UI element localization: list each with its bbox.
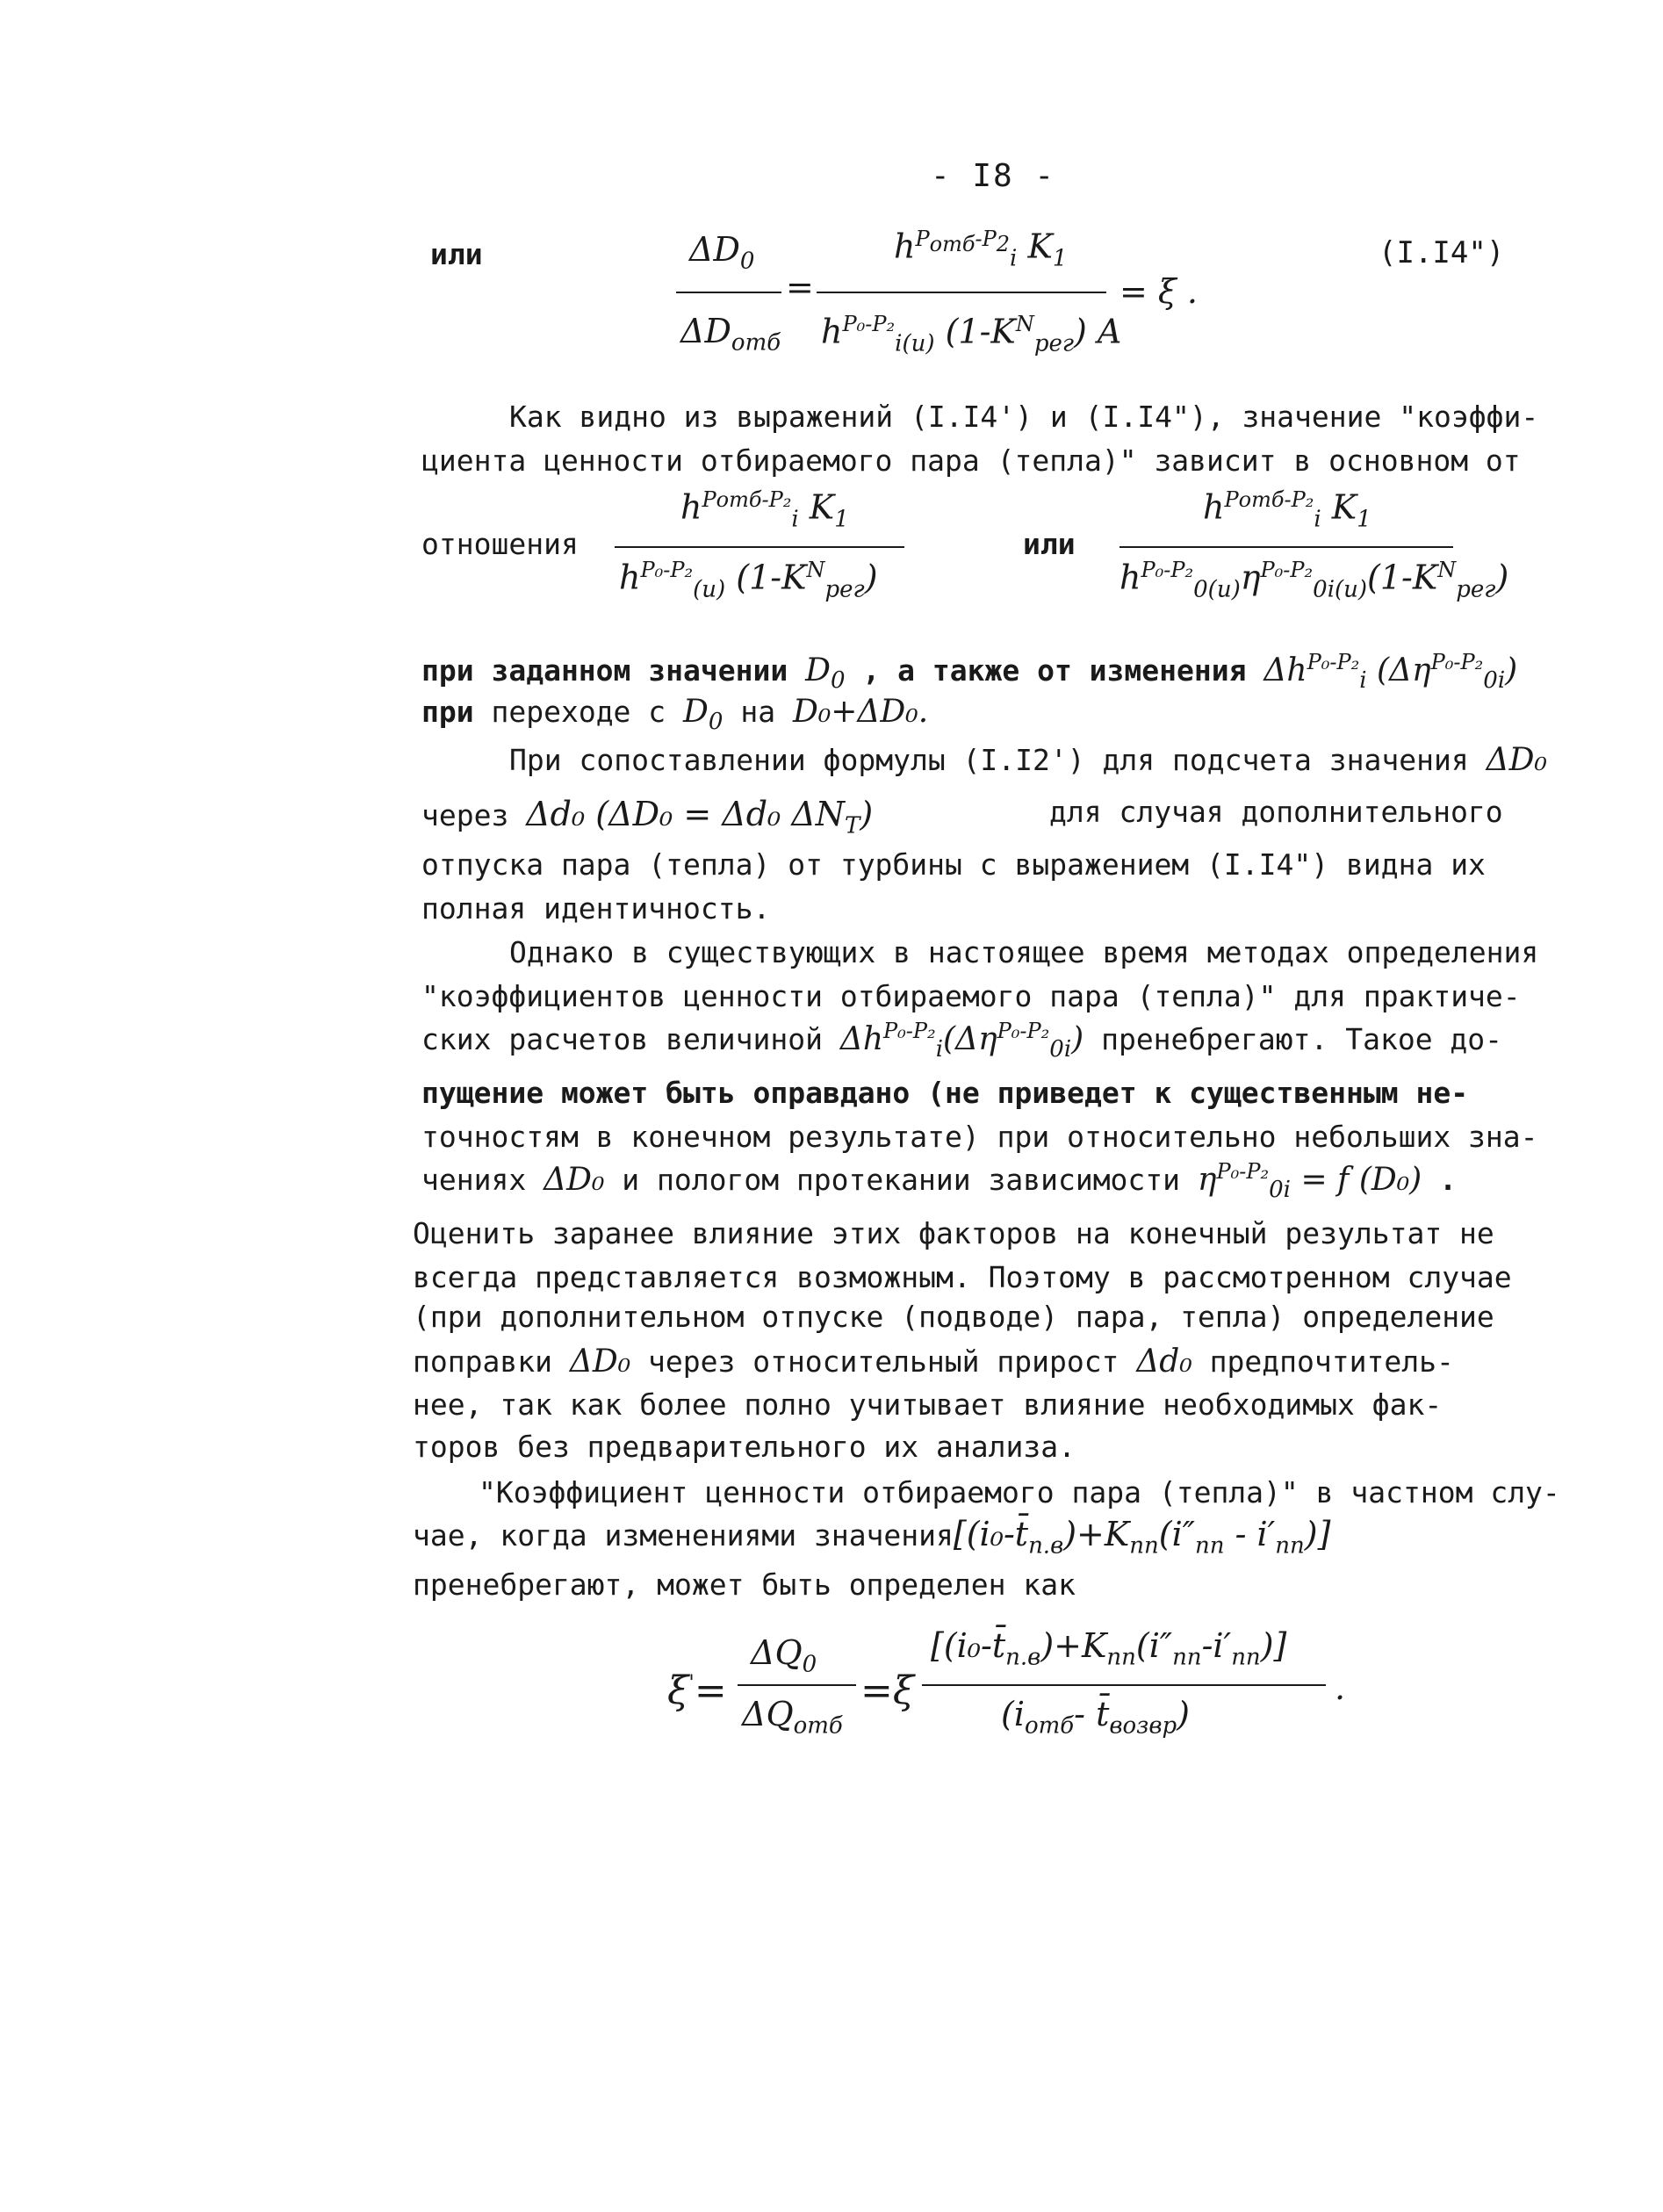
para2-line2-suffix: для случая дополнительного	[1049, 795, 1503, 829]
para2-line1: При сопоставлении формулы (I.I2') для подсчета значения ΔD₀	[509, 742, 1547, 778]
para3-line8: всегда представляется возможным. Поэтому в рассмотренном случае	[413, 1260, 1512, 1294]
para1-line4: при заданном значении $D_0$ , а также от изменения $\Delta h^{P_0-P_2}_i$ $(\Delta\eta^{P_0-P_2}_{0i})$	[421, 650, 1518, 695]
para2-line3: отпуска пара (тепла) от турбины с выражением (I.I4") видна их	[421, 847, 1486, 882]
frac1-num: $h^{Pотб-P_2}_i$ $K_1$	[680, 487, 849, 533]
para3-line9: (при дополнительном отпуске (подводе) пара, тепла) определение	[413, 1300, 1494, 1334]
eq-bar-2	[922, 1684, 1326, 1686]
eq-xi: ξ'=	[667, 1668, 727, 1713]
para3-line6: чениях ΔD₀ и пологом протекании зависимости $\eta^{P_0-P_2}_{0i} = f$ (D₀) .	[421, 1159, 1457, 1204]
eq-rden: ($i_{отб}-$ $t̄_{возвр}$)	[1001, 1695, 1190, 1740]
para3-line4: пущение может быть оправдано (не приведет к существенным не-	[421, 1076, 1469, 1110]
equation-label: (I.I4")	[1379, 235, 1505, 270]
eq-rhs-bar	[817, 292, 1106, 293]
eq-rhs-num: $h^{P_{отб}-P_2}_i$ $K_1$	[894, 227, 1068, 272]
frac2-den: $h^{P_0-P_2}_{0(и)}\eta^{P_0-P_2}_{0i(и)}(1-K^N_{рег})$	[1119, 558, 1509, 603]
eq-den: $\Delta Q_{отб}$	[742, 1695, 843, 1740]
para4-line3: пренебрегают, может быть определен как	[413, 1567, 1076, 1602]
para3-line11: нее, так как более полно учитывает влияние необходимых фак-	[413, 1387, 1443, 1422]
eq-lhs-den: $\Delta D_{отб}$	[680, 312, 781, 357]
eq-dot: .	[1335, 1668, 1346, 1707]
para4-line2: чае, когда изменениями $значения[(i_0-t̄_{п.в})+K_{пп}(i''_{пп} - i'_{пп})]$	[413, 1515, 1331, 1560]
frac2-num: $h^{Pотб-P_2}_i$ $K_1$	[1203, 487, 1371, 533]
frac2-bar	[1119, 546, 1453, 548]
para3-line2: "коэффициентов ценности отбираемого пара (тепла)" для практиче-	[421, 979, 1521, 1013]
eq-equals: =	[786, 268, 814, 306]
para3-line12: торов без предварительного их анализа.	[413, 1430, 1076, 1464]
para3-line5: точностям в конечном результате) при относительно небольших зна-	[421, 1120, 1538, 1154]
eq-rhs-den: $h^{P_0-P_2}_{i(и)}$ $(1-K^N_{рег})$ A	[821, 312, 1122, 357]
or-word: или	[1023, 527, 1076, 561]
eq-lhs-num: $\Delta D_0$	[689, 230, 755, 275]
frac1-bar	[615, 546, 904, 548]
eq-xi2: =ξ	[860, 1668, 915, 1713]
eq-lhs-bar	[676, 292, 781, 293]
frac1-den: $h^{P_0-P_2}_{(и)}$ $(1-K^N_{рег})$	[619, 558, 878, 603]
para3-line1: Однако в существующих в настоящее время методах определения	[509, 935, 1539, 969]
page-number: - I8 -	[931, 158, 1056, 194]
eq-bar-1	[738, 1684, 856, 1686]
eq-result: = ξ .	[1119, 272, 1199, 311]
para3-line10: поправки ΔD₀ через относительный прирост Δd₀ предпочтитель-	[413, 1344, 1454, 1380]
eq-rnum: $[(i_0-t̄_{п.в})+K_{пп}(i''_{пп}-i'_{пп})]$	[931, 1626, 1287, 1671]
para1-line3-prefix: отношения	[421, 527, 579, 561]
para1-line5: при переходе с $D_0$ на D₀+ΔD₀.	[421, 694, 929, 736]
para2-line2: через Δd₀ (ΔD₀ = Δd₀ $\Delta N_T$)	[421, 795, 874, 839]
para2-line4: полная идентичность.	[421, 891, 771, 926]
para1-line2: циента ценности отбираемого пара (тепла)" зависит в основном от	[421, 443, 1521, 478]
para4-line1: "Коэффициент ценности отбираемого пара (тепла)" в частном слу-	[479, 1475, 1560, 1509]
para1-line1: Как видно из выражений (I.I4') и (I.I4"), значение "коэффи-	[509, 400, 1539, 434]
eq-prefix: или	[430, 237, 483, 271]
para3-line3: ских расчетов величиной $\Delta h^{P_0-P_2}_i(\Delta\eta^{P_0-P_2}_{0i})$ пренебрегают. Такое до-	[421, 1019, 1503, 1063]
eq-num: $\Delta Q_0$	[751, 1633, 817, 1678]
para3-line7: Оценить заранее влияние этих факторов на конечный результат не	[413, 1216, 1494, 1250]
